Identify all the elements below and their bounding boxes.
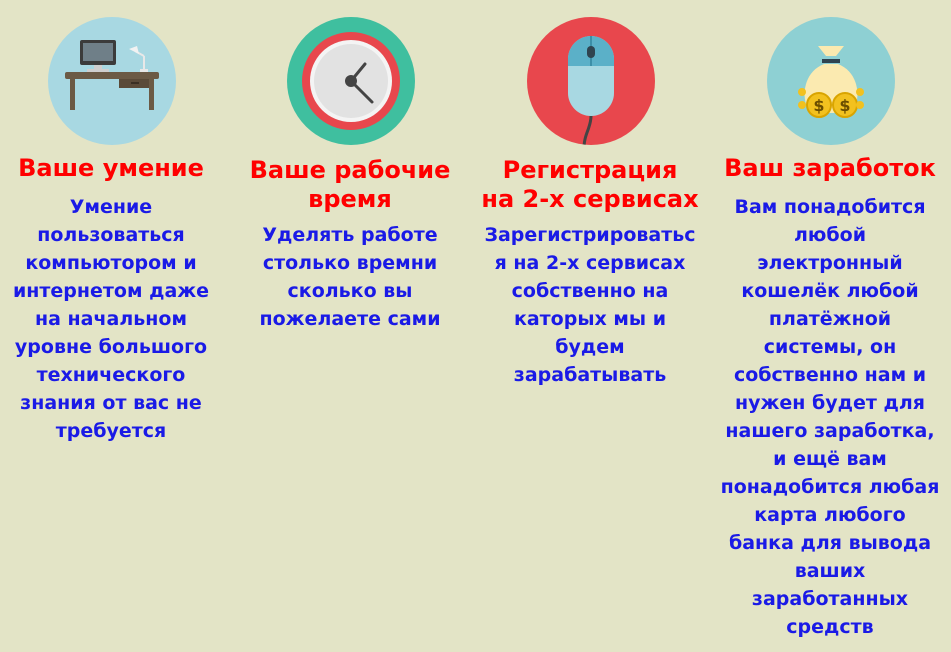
clock-icon [286, 16, 416, 146]
column-description: Умение пользоваться компьютором и интернетом даже на начальном уровне большого технического знания от вас не требуется [12, 196, 210, 442]
column-description: Зарегистрироватьс я на 2-х сервисах собственно на каторых мы и будем зарабатывать [484, 224, 696, 386]
svg-text:$: $ [839, 96, 851, 115]
mouse-icon [526, 16, 656, 146]
column-title: Ваше рабочие время [249, 156, 451, 213]
svg-text:$: $ [813, 96, 825, 115]
column-title: Ваше умение [18, 154, 204, 182]
column-title: Регистрация на 2-х сервисах [481, 156, 699, 213]
money-bag-icon [766, 16, 896, 146]
column-description: Вам понадобится любой электронный кошелёк любой платёжной системы, он собственно нам и нужен будет для нашего заработка, и ещё вам понадобится любая карта любого банка для вывода ваших заработанных средств [720, 196, 940, 638]
desk-computer-icon [47, 16, 177, 146]
column-description: Уделять работе столько времни сколько вы пожелаете сами [259, 224, 441, 330]
column-title: Ваш заработок [724, 154, 936, 182]
